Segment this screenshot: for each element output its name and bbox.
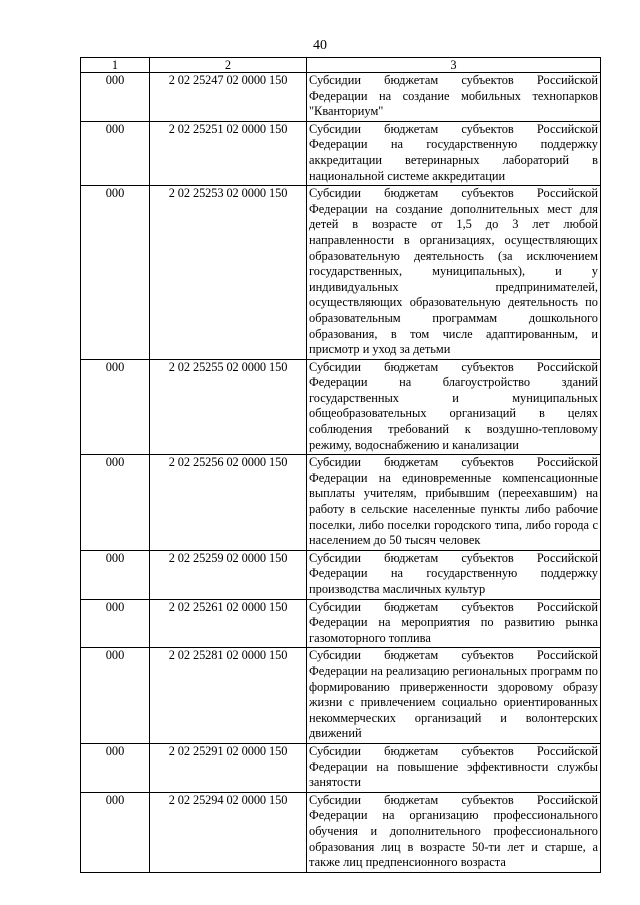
income-name-cell: Субсидии бюджетам субъектов Российской Федерации на повышение эффективности службы занятости (307, 743, 601, 792)
admin-code-cell: 000 (81, 186, 150, 360)
income-name-cell: Субсидии бюджетам субъектов Российской Федерации на создание мобильных технопарков "Кванториум" (307, 73, 601, 122)
column-header-3: 3 (307, 58, 601, 73)
table-row (81, 792, 601, 872)
admin-code-cell: 000 (81, 648, 150, 744)
table-row (81, 359, 601, 455)
table-row (81, 648, 601, 744)
table-row (81, 186, 601, 360)
income-name-cell: Субсидии бюджетам субъектов Российской Федерации на государственную поддержку аккредитации ветеринарных лабораторий в национальной системе аккредитации (307, 121, 601, 185)
column-header-2: 2 (150, 58, 307, 73)
budget-code-cell: 2 02 25291 02 0000 150 (150, 743, 307, 792)
budget-code-cell: 2 02 25247 02 0000 150 (150, 73, 307, 122)
admin-code-cell: 000 (81, 599, 150, 648)
admin-code-cell: 000 (81, 792, 150, 872)
admin-code-cell: 000 (81, 73, 150, 122)
admin-code-cell: 000 (81, 121, 150, 185)
budget-code-cell: 2 02 25294 02 0000 150 (150, 792, 307, 872)
table-row (81, 455, 601, 551)
budget-code-cell: 2 02 25255 02 0000 150 (150, 359, 307, 455)
budget-code-cell: 2 02 25259 02 0000 150 (150, 550, 307, 599)
income-name-cell: Субсидии бюджетам субъектов Российской Федерации на государственную поддержку производства масличных культур (307, 550, 601, 599)
table-row (81, 550, 601, 599)
budget-code-cell: 2 02 25253 02 0000 150 (150, 186, 307, 360)
income-name-cell: Субсидии бюджетам субъектов Российской Федерации на мероприятия по развитию рынка газомоторного топлива (307, 599, 601, 648)
admin-code-cell: 000 (81, 455, 150, 551)
header-row (81, 58, 601, 73)
budget-classification-table (80, 57, 601, 873)
table-row (81, 599, 601, 648)
budget-code-cell: 2 02 25261 02 0000 150 (150, 599, 307, 648)
income-name-cell: Субсидии бюджетам субъектов Российской Федерации на создание дополнительных мест для детей в возрасте от 1,5 до 3 лет любой направленности в организациях, осуществляющих образовательную деятельность (за исключением государственных, муниципальных), и у индивидуальных предпринимателей, осуществляющих образовательную деятельность по образовательным программам дошкольного образования, в том числе адаптированным, и присмотр и уход за детьми (307, 186, 601, 360)
page-number: 40 (313, 38, 327, 53)
income-name-cell: Субсидии бюджетам субъектов Российской Федерации на единовременные компенсационные выплаты учителям, прибывшим (переехавшим) на работу в сельские населенные пункты либо рабочие поселки, либо поселки городского типа, либо города с населением до 50 тысяч человек (307, 455, 601, 551)
column-header-1: 1 (81, 58, 150, 73)
table-row (81, 743, 601, 792)
income-name-cell: Субсидии бюджетам субъектов Российской Федерации на благоустройство зданий государственных и муниципальных общеобразовательных организаций в целях соблюдения требований к воздушно-тепловому режиму, водоснабжению и канализации (307, 359, 601, 455)
income-name-cell: Субсидии бюджетам субъектов Российской Федерации на организацию профессионального обучения и дополнительного профессионального образования лиц в возрасте 50-ти лет и старше, а также лиц предпенсионного возраста (307, 792, 601, 872)
admin-code-cell: 000 (81, 359, 150, 455)
admin-code-cell: 000 (81, 743, 150, 792)
admin-code-cell: 000 (81, 550, 150, 599)
table-row (81, 121, 601, 185)
table-row (81, 73, 601, 122)
budget-code-cell: 2 02 25251 02 0000 150 (150, 121, 307, 185)
budget-code-cell: 2 02 25256 02 0000 150 (150, 455, 307, 551)
budget-code-cell: 2 02 25281 02 0000 150 (150, 648, 307, 744)
income-name-cell: Субсидии бюджетам субъектов Российской Федерации на реализацию региональных программ по формированию приверженности здоровому образу жизни с привлечением социально ориентированных некоммерческих организаций и волонтерских движений (307, 648, 601, 744)
